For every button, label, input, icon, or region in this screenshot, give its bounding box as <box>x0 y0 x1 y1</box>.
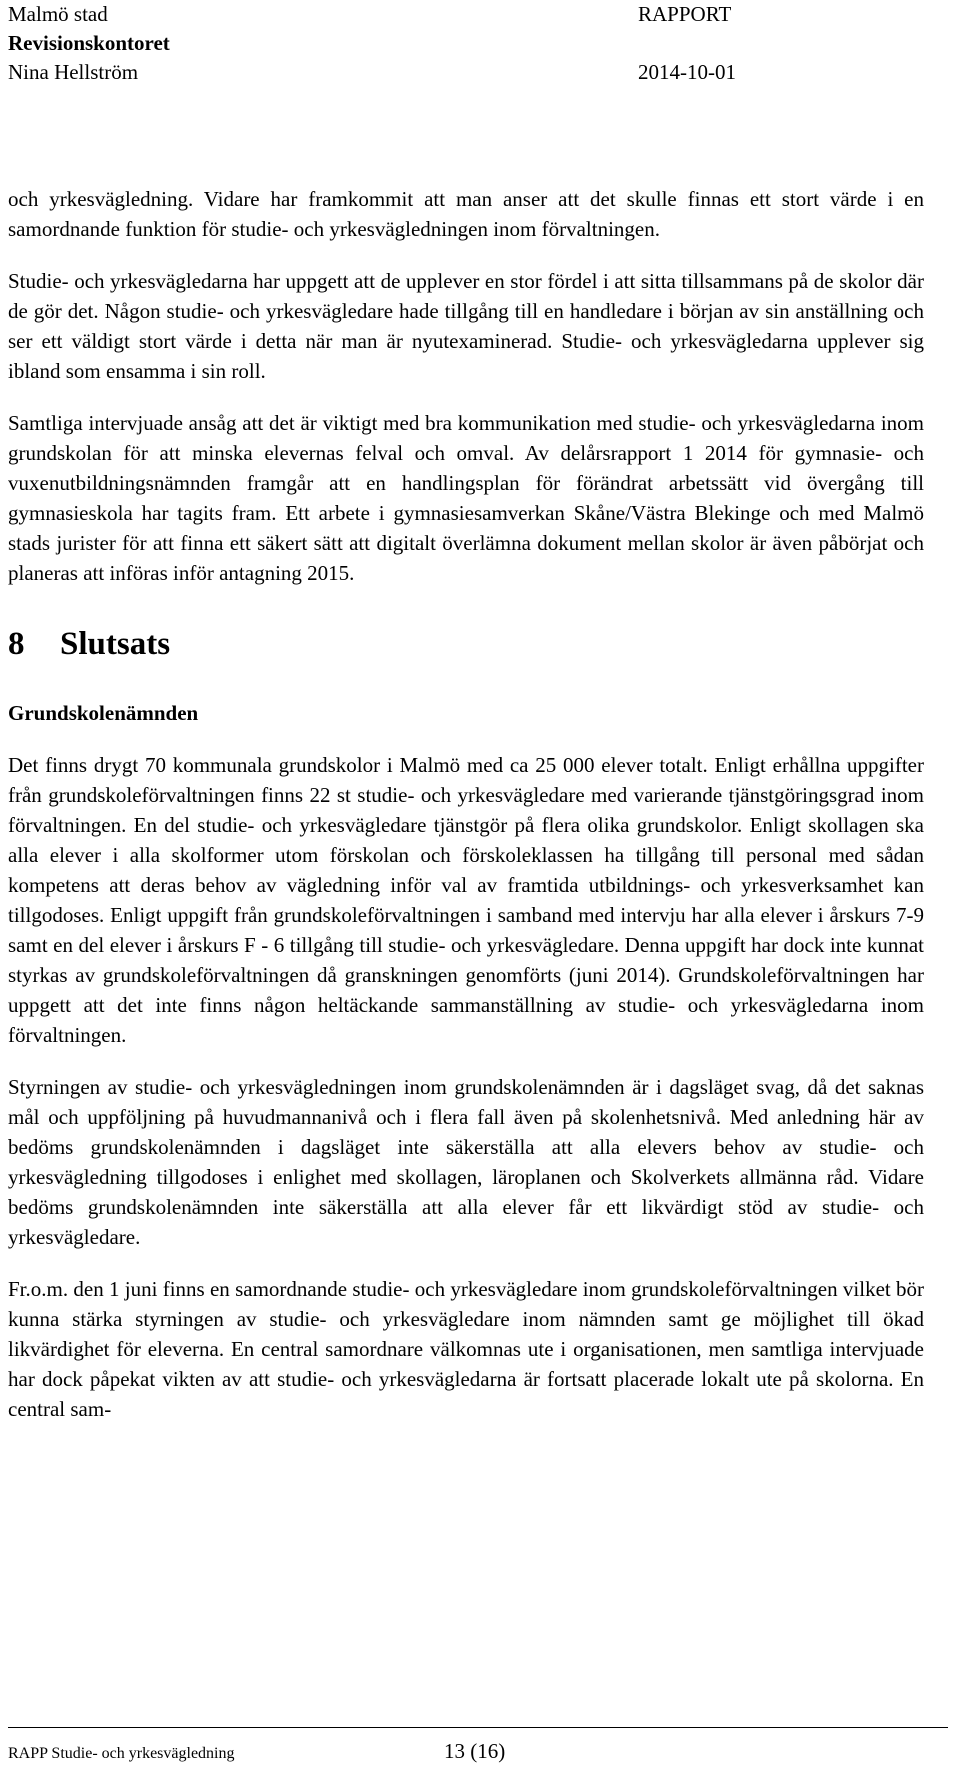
page-header <box>8 0 952 87</box>
footer-doc-label: RAPP Studie- och yrkesvägledning <box>8 1745 235 1762</box>
paragraph-1: och yrkesvägledning. Vidare har framkommit att man anser att det skulle finnas ett stort värde i en samordnande funktion för studie- och yrkesvägledningen inom förvaltningen. <box>8 187 924 241</box>
section-number: 8 <box>8 626 25 662</box>
header-row-3 <box>8 58 952 87</box>
footer-divider <box>8 1727 948 1728</box>
header-org: Malmö stad <box>8 2 108 26</box>
page-footer <box>8 1734 948 1770</box>
header-row-1 <box>8 0 952 29</box>
header-doc-type: RAPPORT <box>638 2 732 26</box>
section-heading <box>8 624 924 664</box>
header-row-2 <box>8 29 952 58</box>
footer-page-number: 13 (16) <box>444 1739 506 1763</box>
paragraph-6: Fr.o.m. den 1 juni finns en samordnande studie- och yrkesvägledare inom grundskoleförvaltningen vilket bör kunna stärka styrningen av studie- och yrkesvägledare inom nämnden samt ge möjlighet till ökad likvärdighet för eleverna. En central samordnare välkomnas ute i organisationen, men samtliga intervjuade har dock påpekat vikten av att studie- och yrkesvägledarna är fortsatt placerade lokalt ute på skolorna. En central sam- <box>8 1277 924 1421</box>
section-title: Slutsats <box>60 626 171 662</box>
paragraph-3: Samtliga intervjuade ansåg att det är viktigt med bra kommunikation med studie- och yrkesvägledarna inom grundskolan för att minska elevernas felval och omval. Av delårsrapport 1 2014 för gymnasie- och vuxenutbildningsnämnden framgår att en handlingsplan för förändrat arbetssätt vid övergång till gymnasieskola har tagits fram. Ett arbete i gymnasiesamverkan Skåne/Västra Blekinge och med Malmö stads jurister för att finna ett säkert sätt att digitalt överlämna dokument mellan skolor är även påbörjat och planeras att införas inför antagning 2015. <box>8 411 924 585</box>
paragraph-2: Studie- och yrkesvägledarna har uppgett att de upplever en stor fördel i att sitta tillsammans på de skolor där de gör det. Någon studie- och yrkesvägledare hade tillgång till en handledare i början av sin anställning och ser ett väldigt stort värde i detta när man är nyutexaminerad. Studie- och yrkesvägledarna upplever sig ibland som ensamma i sin roll. <box>8 269 924 383</box>
header-date: 2014-10-01 <box>638 60 736 84</box>
subsection-heading: Grundskolenämnden <box>8 701 199 725</box>
header-author: Nina Hellström <box>8 60 139 84</box>
paragraph-4: Det finns drygt 70 kommunala grundskolor i Malmö med ca 25 000 elever totalt. Enligt erhållna uppgifter från grundskoleförvaltningen finns 22 st studie- och yrkesvägledare med varierande tjänstgöringsgrad inom förvaltningen. En del studie- och yrkesvägledare tjänstgör på flera olika grundskolor. Enligt skollagen ska alla elever i alla skolformer utom förskolan och förskoleklassen ha tillgång till personal med sådan kompetens att deras behov av vägledning inför val av framtida utbildnings- och yrkesverksamhet kan tillgodoses. Enligt uppgift från grundskoleförvaltningen i samband med intervju har alla elever i årskurs 7-9 samt en del elever i årskurs F - 6 tillgång till studie- och yrkesvägledare. Denna uppgift har dock inte kunnat styrkas av grundskoleförvaltningen då granskningen genomförts (juni 2014). Grundskoleförvaltningen har uppgett att det inte finns någon heltäckande sammanställning av studie- och yrkesvägledarna inom förvaltningen. <box>8 753 924 1047</box>
paragraph-5: Styrningen av studie- och yrkesvägledningen inom grundskolenämnden är i dagsläget svag, då det saknas mål och uppföljning på huvudmannanivå och i flera fall även på skolenhetsnivå. Med anledning här av bedöms grundskolenämnden i dagsläget inte säkerställa att alla elevers behov av studie- och yrkesvägledning tillgodoses i enlighet med skollagen, läroplanen och Skolverkets allmänna råd. Vidare bedöms grundskolenämnden inte säkerställa att alla elever får ett likvärdigt stöd av studie- och yrkesvägledare. <box>8 1075 924 1249</box>
header-unit: Revisionskontoret <box>8 31 170 55</box>
document-body <box>8 184 924 1444</box>
